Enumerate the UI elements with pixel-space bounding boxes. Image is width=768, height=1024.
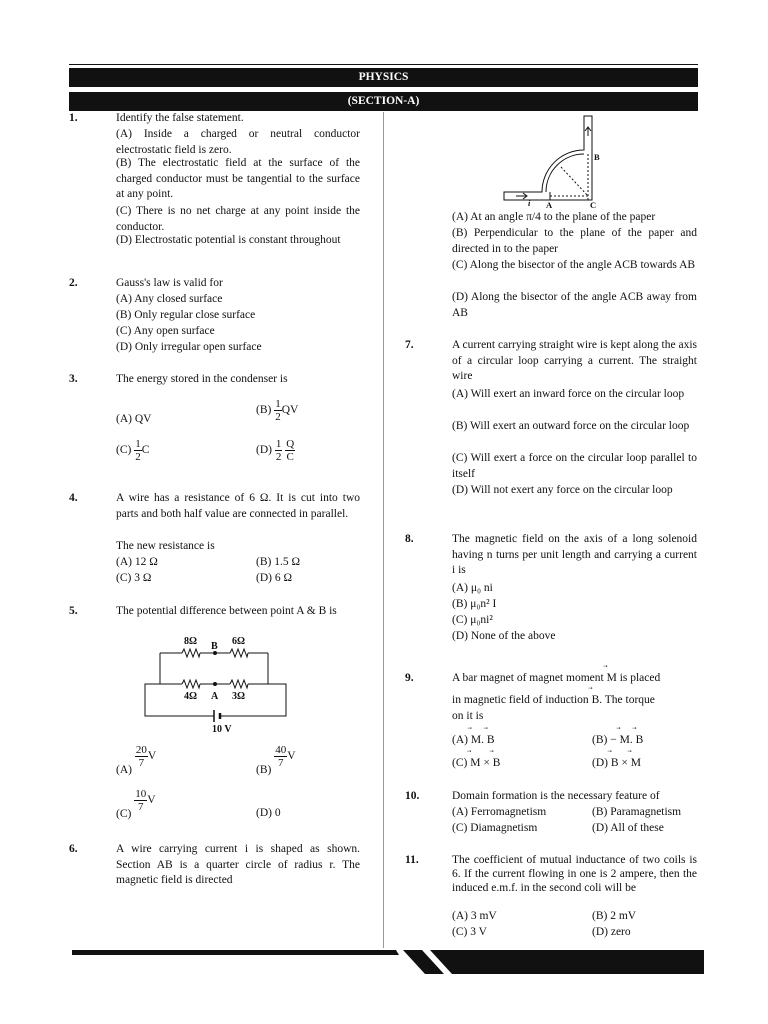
resistor-label: 3Ω bbox=[232, 691, 246, 702]
fraction-denominator: C bbox=[286, 451, 294, 463]
q5-option-c-label: (C) bbox=[116, 808, 132, 821]
q3-stem: The energy stored in the condenser is bbox=[116, 373, 288, 385]
q10-option-d: (D) All of these bbox=[592, 822, 664, 834]
vector-b: ⃗ B bbox=[636, 733, 644, 749]
q5-option-b-fraction bbox=[274, 744, 287, 769]
current-i-label: i bbox=[528, 198, 531, 208]
q1-option-a: (A) Inside a charged or neutral conductor electrostatic field is zero. bbox=[116, 128, 360, 156]
fraction-denominator: 2 bbox=[275, 411, 281, 423]
point-a-node bbox=[213, 682, 217, 686]
q3-option-d-fraction-1 bbox=[275, 438, 283, 463]
field-vector-b: ⃗ B bbox=[592, 693, 600, 709]
cross-operator: × bbox=[618, 757, 631, 769]
q11-option-a: (A) 3 mV bbox=[452, 910, 497, 922]
q3-option-d bbox=[256, 438, 295, 463]
q11-number: 11. bbox=[405, 854, 419, 866]
q9-stem-text: A bar magnet of magnet moment bbox=[452, 672, 604, 684]
q5-option-a-fraction bbox=[135, 744, 148, 769]
q5-option-c-fraction bbox=[134, 788, 147, 813]
q1-stem: Identify the false statement. bbox=[116, 112, 244, 124]
q7-number: 7. bbox=[405, 339, 414, 351]
q9-stem-line-3: on it is bbox=[452, 710, 484, 722]
q9-stem-text: is placed bbox=[619, 672, 661, 684]
q5-option-d: (D) 0 bbox=[256, 807, 281, 819]
q7-option-c: (C) Will exert a force on the circular loop parallel to itself bbox=[452, 452, 697, 480]
fraction-denominator: 7 bbox=[277, 757, 284, 769]
q5-option-b bbox=[256, 744, 296, 777]
q5-circuit-diagram bbox=[140, 632, 290, 736]
point-c-label: C bbox=[590, 200, 597, 208]
q3-option-b-tail: QV bbox=[281, 404, 299, 417]
q6-option-c: (C) Along the bisector of the angle ACB towards AB bbox=[452, 259, 696, 271]
q6-wire-figure bbox=[498, 112, 608, 208]
vector-b: ⃗ B bbox=[493, 756, 501, 772]
q4-option-b: (B) 1.5 Ω bbox=[256, 556, 301, 568]
q10-option-a: (A) Ferromagnetism bbox=[452, 806, 547, 818]
q8-stem: The magnetic field on the axis of a long solenoid having n turns per unit length and carrying a current i is bbox=[452, 533, 697, 576]
q11-stem: The coefficient of mutual inductance of two coils is 6. If the current flowing in one is 2 ampere, then the induced e.m.f. in the second coli will be bbox=[452, 854, 697, 894]
q5-stem: The potential difference between point A & B is bbox=[116, 605, 337, 617]
vector-b: ⃗ B bbox=[487, 733, 495, 749]
point-a-label: A bbox=[546, 200, 553, 208]
fraction-numerator: 1 bbox=[135, 438, 141, 450]
resistor-label: 8Ω bbox=[184, 636, 198, 647]
q3-number: 3. bbox=[69, 373, 78, 385]
q8-number: 8. bbox=[405, 533, 414, 545]
fraction-numerator: 10 bbox=[135, 788, 147, 800]
q10-number: 10. bbox=[405, 790, 420, 802]
q3-option-b bbox=[256, 398, 298, 423]
fraction-numerator: 1 bbox=[275, 438, 282, 450]
q7-stem: A current carrying straight wire is kept along the axis of a circular loop carrying a current. The straight wire bbox=[452, 339, 697, 382]
fraction-numerator: 40 bbox=[275, 744, 287, 756]
moment-vector-m: ⃗ M bbox=[607, 671, 617, 687]
q9-option-b bbox=[592, 733, 643, 749]
q10-option-b: (B) Paramagnetism bbox=[592, 806, 682, 818]
q6-option-b: (B) Perpendicular to the plane of the paper and directed in to the paper bbox=[452, 227, 697, 255]
q1-option-c: (C) There is no net charge at any point inside the conductor. bbox=[116, 205, 360, 233]
dot-operator: . bbox=[481, 734, 487, 746]
q8-option-b: (B) μ₀n² I bbox=[452, 598, 497, 610]
resistor-label: 6Ω bbox=[232, 636, 246, 647]
q3-option-c-fraction bbox=[134, 438, 142, 463]
q5-option-a bbox=[116, 744, 157, 777]
q8-option-d: (D) None of the above bbox=[452, 630, 556, 642]
column-divider bbox=[383, 112, 384, 948]
q11-option-d: (D) zero bbox=[592, 926, 631, 938]
option-label: (D) bbox=[592, 757, 608, 769]
unit-label: V bbox=[147, 750, 157, 763]
q1-option-d: (D) Electrostatic potential is constant throughout bbox=[116, 234, 341, 246]
q9-stem-text: . The torque bbox=[599, 694, 655, 706]
q10-stem: Domain formation is the necessary feature of bbox=[452, 790, 660, 802]
q3-option-a: (A) QV bbox=[116, 413, 152, 425]
subject-banner: PHYSICS bbox=[69, 68, 698, 87]
cross-operator: × bbox=[480, 757, 493, 769]
q2-option-a: (A) Any closed surface bbox=[116, 293, 223, 305]
option-label: (A) bbox=[452, 734, 468, 746]
vector-m: ⃗ M bbox=[471, 733, 481, 749]
q5-option-a-label: (A) bbox=[116, 764, 132, 777]
q3-option-c bbox=[116, 438, 149, 463]
unit-label: V bbox=[287, 750, 296, 763]
point-b-label: B bbox=[211, 641, 218, 652]
point-b-label: B bbox=[594, 152, 600, 162]
q7-option-b: (B) Will exert an outward force on the circular loop bbox=[452, 420, 690, 432]
q5-option-c bbox=[116, 788, 156, 821]
fraction-denominator: 7 bbox=[137, 801, 144, 813]
q3-option-d-label: (D) bbox=[256, 444, 272, 457]
q9-option-a bbox=[452, 733, 495, 749]
q4-option-d: (D) 6 Ω bbox=[256, 572, 293, 584]
q9-option-c bbox=[452, 756, 500, 772]
q3-option-c-tail: C bbox=[141, 444, 150, 457]
q2-option-c: (C) Any open surface bbox=[116, 325, 215, 337]
fraction-numerator: Q bbox=[286, 438, 295, 450]
q3-option-b-label: (B) bbox=[256, 404, 272, 417]
fraction-denominator: 7 bbox=[138, 757, 145, 769]
footer-band bbox=[0, 948, 768, 978]
q9-number: 9. bbox=[405, 672, 414, 684]
vector-m: ⃗ M bbox=[470, 756, 480, 772]
q4-option-c: (C) 3 Ω bbox=[116, 572, 152, 584]
q9-stem-text: in magnetic field of induction bbox=[452, 694, 589, 706]
q9-option-d bbox=[592, 756, 641, 772]
q7-option-a: (A) Will exert an inward force on the circular loop bbox=[452, 388, 685, 400]
option-label: (C) bbox=[452, 757, 468, 769]
q3-option-b-fraction bbox=[274, 398, 282, 423]
q4-number: 4. bbox=[69, 492, 78, 504]
vector-b: ⃗ B bbox=[611, 756, 619, 772]
option-label: (B) − bbox=[592, 734, 617, 746]
vector-m: ⃗ M bbox=[631, 756, 641, 772]
q6-stem: A wire carrying current i is shaped as shown. Section AB is a quarter circle of radius r. The magnetic field is directed bbox=[116, 843, 360, 886]
q1-option-b: (B) The electrostatic field at the surface of the charged conductor must be tangential to the surface at any point. bbox=[116, 157, 360, 200]
q10-option-c: (C) Diamagnetism bbox=[452, 822, 538, 834]
vector-m: ⃗ M bbox=[620, 733, 630, 749]
q2-number: 2. bbox=[69, 277, 78, 289]
q9-stem-line-2 bbox=[452, 693, 655, 709]
q4-stem-2: The new resistance is bbox=[116, 540, 215, 552]
q3-option-c-label: (C) bbox=[116, 444, 132, 457]
q11-option-b: (B) 2 mV bbox=[592, 910, 637, 922]
q6-option-a: (A) At an angle π/4 to the plane of the paper bbox=[452, 211, 656, 223]
fraction-denominator: 2 bbox=[135, 451, 141, 463]
q8-option-a: (A) μ₀ ni bbox=[452, 582, 493, 594]
resistor-label: 4Ω bbox=[184, 691, 198, 702]
q6-number: 6. bbox=[69, 843, 78, 855]
fraction-numerator: 1 bbox=[275, 398, 281, 410]
q11-option-c: (C) 3 V bbox=[452, 926, 487, 938]
q2-option-d: (D) Only irregular open surface bbox=[116, 341, 262, 353]
fraction-numerator: 20 bbox=[135, 744, 147, 756]
q5-number: 5. bbox=[69, 605, 78, 617]
q5-option-b-label: (B) bbox=[256, 764, 272, 777]
q1-number: 1. bbox=[69, 112, 78, 124]
q7-option-d: (D) Will not exert any force on the circular loop bbox=[452, 484, 673, 496]
q4-option-a: (A) 12 Ω bbox=[116, 556, 158, 568]
q4-stem: A wire has a resistance of 6 Ω. It is cut into two parts and both half value are connected in parallel. bbox=[116, 492, 360, 520]
q9-stem-line-1 bbox=[452, 671, 660, 687]
section-banner: (SECTION-A) bbox=[69, 92, 698, 111]
q3-option-d-fraction-2 bbox=[285, 438, 295, 463]
q2-stem: Gauss's law is valid for bbox=[116, 277, 223, 289]
q2-option-b: (B) Only regular close surface bbox=[116, 309, 256, 321]
fraction-denominator: 2 bbox=[275, 451, 282, 463]
point-a-label: A bbox=[211, 691, 219, 702]
unit-label: V bbox=[147, 794, 156, 807]
battery-label: 10 V bbox=[212, 724, 232, 735]
dot-operator: . bbox=[629, 734, 636, 746]
header-rule bbox=[69, 64, 698, 65]
q6-option-d: (D) Along the bisector of the angle ACB away from AB bbox=[452, 291, 697, 319]
q8-option-c: (C) μ₀ni² bbox=[452, 614, 493, 626]
